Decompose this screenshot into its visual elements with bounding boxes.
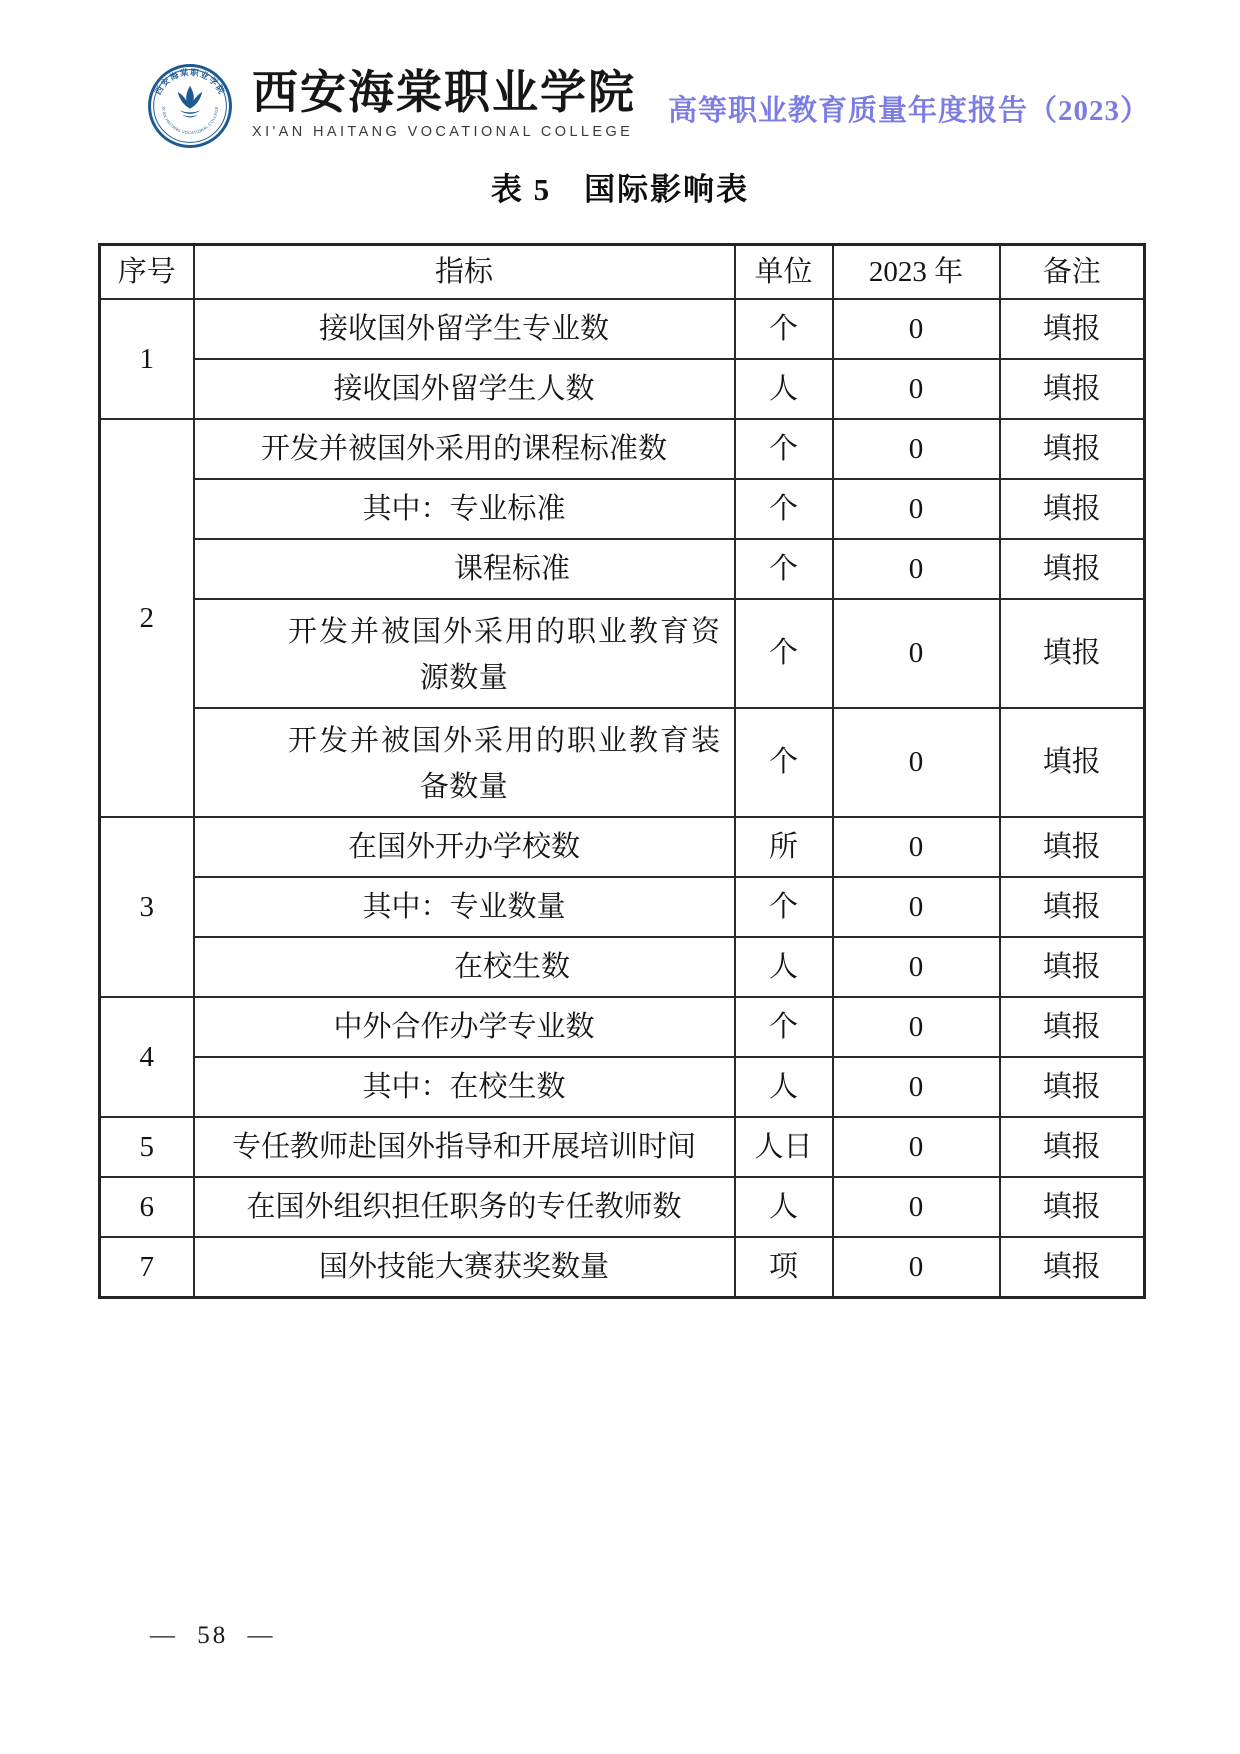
indicator-cell: 接收国外留学生人数 [194, 359, 735, 419]
value-2023-cell: 0 [833, 479, 1000, 539]
note-cell: 填报 [1000, 1117, 1145, 1177]
indicator-line-2: 源数量 [419, 661, 509, 694]
unit-cell: 人 [735, 1057, 833, 1117]
unit-cell: 人 [735, 1177, 833, 1237]
value-2023-cell: 0 [833, 599, 1000, 708]
value-2023-cell: 0 [833, 817, 1000, 877]
note-cell: 填报 [1000, 479, 1145, 539]
table-row [100, 1177, 1145, 1237]
indicator-cell: 其中：在校生数 [194, 1057, 735, 1117]
value-2023-cell: 0 [833, 708, 1000, 817]
table-row [100, 997, 1145, 1057]
value-2023-cell: 0 [833, 419, 1000, 479]
indicator-cell: 其中：专业数量 [194, 877, 735, 937]
unit-cell: 个 [735, 599, 833, 708]
table-row [100, 937, 1145, 997]
value-2023-cell: 0 [833, 1117, 1000, 1177]
unit-cell: 个 [735, 708, 833, 817]
row-group-number: 4 [100, 997, 194, 1117]
row-group-number: 1 [100, 299, 194, 419]
indicator-cell: 专任教师赴国外指导和开展培训时间 [194, 1117, 735, 1177]
table-row [100, 817, 1145, 877]
college-name-en: XI'AN HAITANG VOCATIONAL COLLEGE [252, 124, 634, 140]
indicator-cell: 开发并被国外采用的课程标准数 [194, 419, 735, 479]
indicator-line-1: 开发并被国外采用的职业教育装 [287, 724, 722, 757]
row-group-number: 2 [100, 419, 194, 817]
unit-cell: 人日 [735, 1117, 833, 1177]
table-row [100, 1057, 1145, 1117]
value-2023-cell: 0 [833, 539, 1000, 599]
table-row [100, 539, 1145, 599]
table-row [100, 1237, 1145, 1298]
unit-cell: 个 [735, 419, 833, 479]
note-cell: 填报 [1000, 1057, 1145, 1117]
header-brand [146, 62, 636, 150]
table-row [100, 599, 1145, 708]
table-row [100, 359, 1145, 419]
college-seal-icon [146, 62, 234, 150]
value-2023-cell: 0 [833, 1057, 1000, 1117]
col-header-unit: 单位 [735, 245, 833, 300]
col-header-no: 序号 [100, 245, 194, 300]
row-group-number: 5 [100, 1117, 194, 1177]
col-header-indicator: 指标 [194, 245, 735, 300]
table-header-row [100, 245, 1145, 300]
page-number: — 58 — [150, 1622, 276, 1649]
indicator-cell: 接收国外留学生专业数 [194, 299, 735, 359]
value-2023-cell: 0 [833, 877, 1000, 937]
table-row [100, 479, 1145, 539]
note-cell: 填报 [1000, 299, 1145, 359]
value-2023-cell: 0 [833, 1237, 1000, 1298]
indicator-cell [194, 708, 735, 817]
note-cell: 填报 [1000, 419, 1145, 479]
row-group-number: 7 [100, 1237, 194, 1298]
unit-cell: 个 [735, 877, 833, 937]
table-row [100, 877, 1145, 937]
note-cell: 填报 [1000, 937, 1145, 997]
international-influence-table [98, 243, 1146, 1299]
college-name-block [252, 62, 636, 140]
indicator-cell: 课程标准 [194, 539, 735, 599]
value-2023-cell: 0 [833, 937, 1000, 997]
note-cell: 填报 [1000, 359, 1145, 419]
value-2023-cell: 0 [833, 997, 1000, 1057]
unit-cell: 个 [735, 479, 833, 539]
note-cell: 填报 [1000, 1237, 1145, 1298]
note-cell: 填报 [1000, 817, 1145, 877]
unit-cell: 个 [735, 997, 833, 1057]
col-header-note: 备注 [1000, 245, 1145, 300]
unit-cell: 人 [735, 937, 833, 997]
value-2023-cell: 0 [833, 299, 1000, 359]
table-row [100, 299, 1145, 359]
unit-cell: 个 [735, 299, 833, 359]
table-row [100, 419, 1145, 479]
report-title: 高等职业教育质量年度报告（2023） [667, 95, 1150, 127]
unit-cell: 个 [735, 539, 833, 599]
note-cell: 填报 [1000, 708, 1145, 817]
indicator-cell: 在国外组织担任职务的专任教师数 [194, 1177, 735, 1237]
influence-table-body [100, 299, 1145, 1298]
indicator-cell [194, 599, 735, 708]
college-name-cn: 西安海棠职业学院 [252, 67, 636, 118]
row-group-number: 3 [100, 817, 194, 997]
svg-text:XI'AN HAITANG VOCATIONAL COLLE: XI'AN HAITANG VOCATIONAL COLLEGE [160, 106, 220, 136]
indicator-cell: 国外技能大赛获奖数量 [194, 1237, 735, 1298]
table-title: 表 5 国际影响表 [490, 172, 750, 207]
indicator-cell: 在校生数 [194, 937, 735, 997]
value-2023-cell: 0 [833, 1177, 1000, 1237]
indicator-cell: 中外合作办学专业数 [194, 997, 735, 1057]
note-cell: 填报 [1000, 877, 1145, 937]
unit-cell: 所 [735, 817, 833, 877]
row-group-number: 6 [100, 1177, 194, 1237]
note-cell: 填报 [1000, 539, 1145, 599]
unit-cell: 人 [735, 359, 833, 419]
table-row [100, 1117, 1145, 1177]
note-cell: 填报 [1000, 1177, 1145, 1237]
indicator-cell: 在国外开办学校数 [194, 817, 735, 877]
table-row [100, 708, 1145, 817]
note-cell: 填报 [1000, 997, 1145, 1057]
indicator-line-2: 备数量 [419, 770, 509, 803]
col-header-2023: 2023 年 [833, 245, 1000, 300]
value-2023-cell: 0 [833, 359, 1000, 419]
indicator-line-1: 开发并被国外采用的职业教育资 [287, 615, 722, 648]
svg-text:西安海棠职业学院: 西安海棠职业学院 [153, 67, 227, 97]
indicator-cell: 其中：专业标准 [194, 479, 735, 539]
note-cell: 填报 [1000, 599, 1145, 708]
unit-cell: 项 [735, 1237, 833, 1298]
